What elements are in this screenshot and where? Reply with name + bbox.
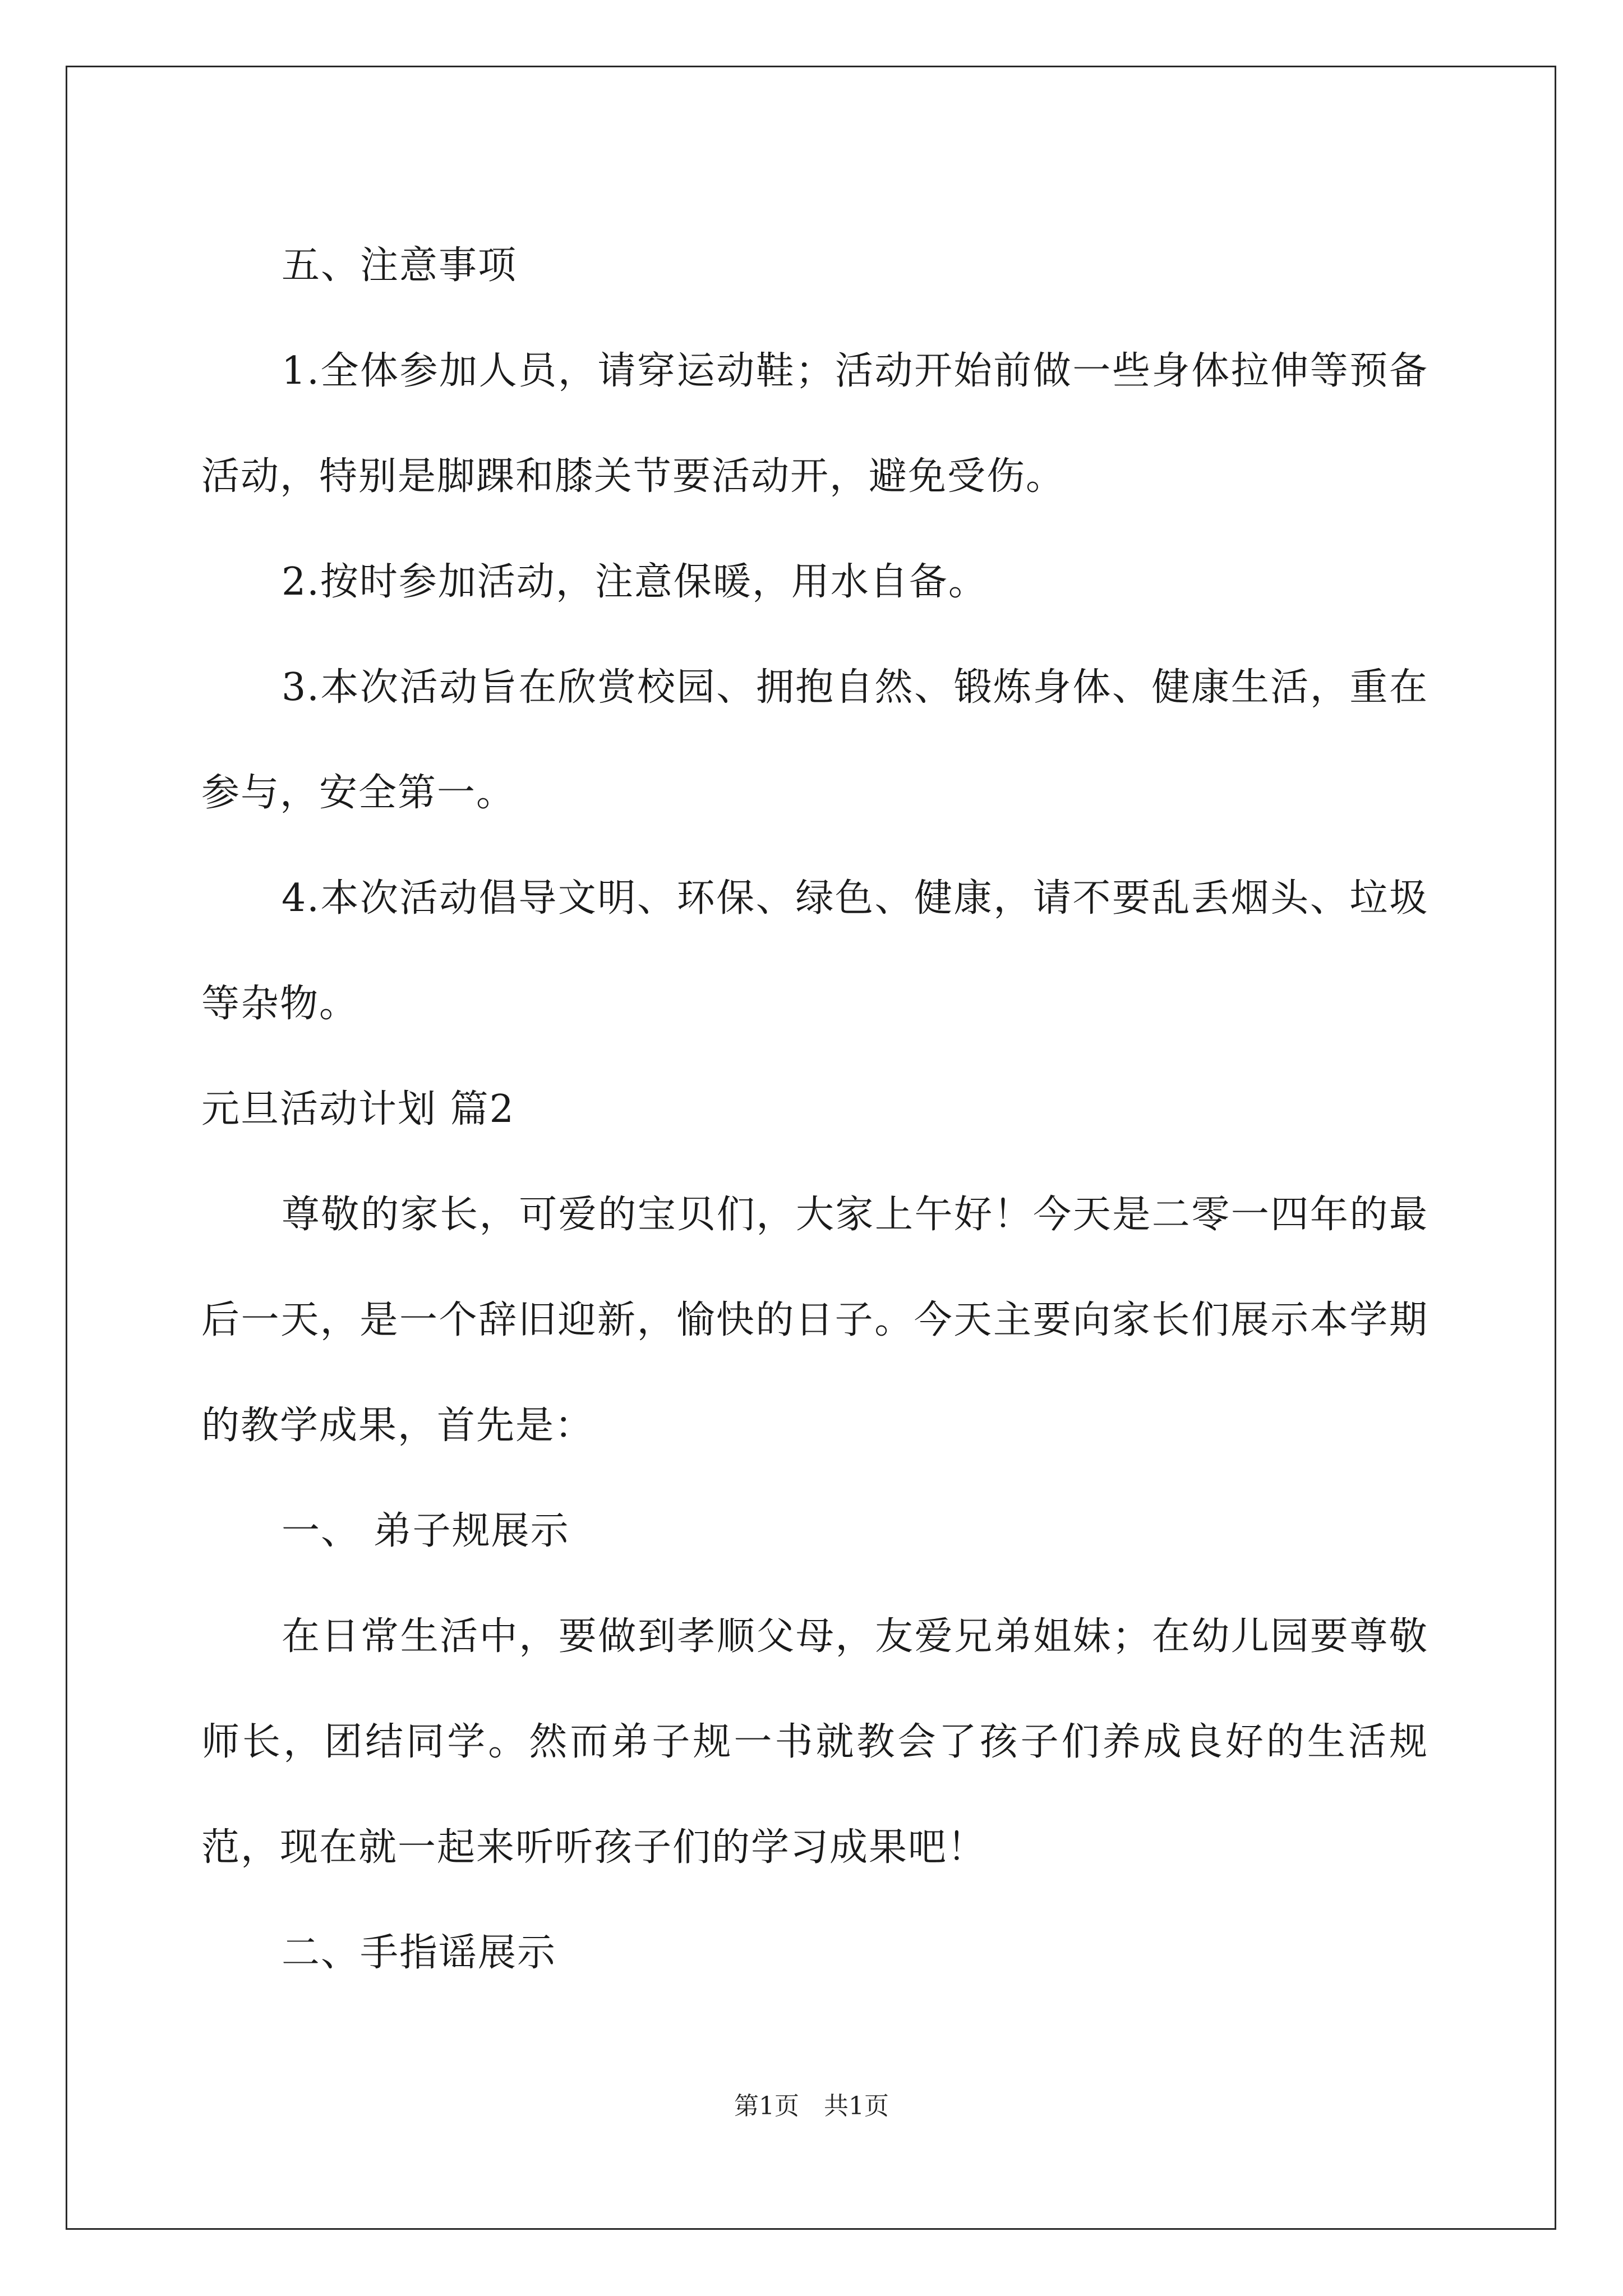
heading-finger-rhyme: 二、手指谣展示: [282, 1931, 557, 1975]
paragraph-greeting: 尊敬的家长，可爱的宝贝们，大家上午好！今天是二零一四年的最后一天，是一个辞旧迎新，愉快的日子。今天主要向家长们展示本学期的教学成果，首先是：: [201, 1193, 1428, 1448]
paragraph-note-2: 2.按时参加活动，注意保暖，用水自备。: [282, 560, 988, 604]
paragraph-note-1: 1.全体参加人员，请穿运动鞋；活动开始前做一些身体拉伸等预备活动，特别是脚踝和膝关节要活动开，避免受伤。: [201, 349, 1428, 499]
document-body: [201, 213, 1428, 2006]
paragraph-note-3: 3.本次活动旨在欣赏校园、拥抱自然、锻炼身体、健康生活，重在参与，安全第一。: [201, 665, 1428, 815]
section-title: 元旦活动计划 篇2: [201, 1087, 515, 1131]
heading-dizigui: 一、 弟子规展示: [282, 1509, 570, 1553]
page-footer: 第1页 共1页: [734, 2092, 889, 2120]
heading-notes: 五、注意事项: [282, 243, 518, 288]
paragraph-note-4: 4.本次活动倡导文明、环保、绿色、健康，请不要乱丢烟头、垃圾等杂物。: [201, 876, 1428, 1026]
paragraph-dizigui: 在日常生活中，要做到孝顺父母，友爱兄弟姐妹；在幼儿园要尊敬师长，团结同学。然而弟子规一书就教会了孩子们养成良好的生活规范，现在就一起来听听孩子们的学习成果吧！: [201, 1614, 1428, 1870]
